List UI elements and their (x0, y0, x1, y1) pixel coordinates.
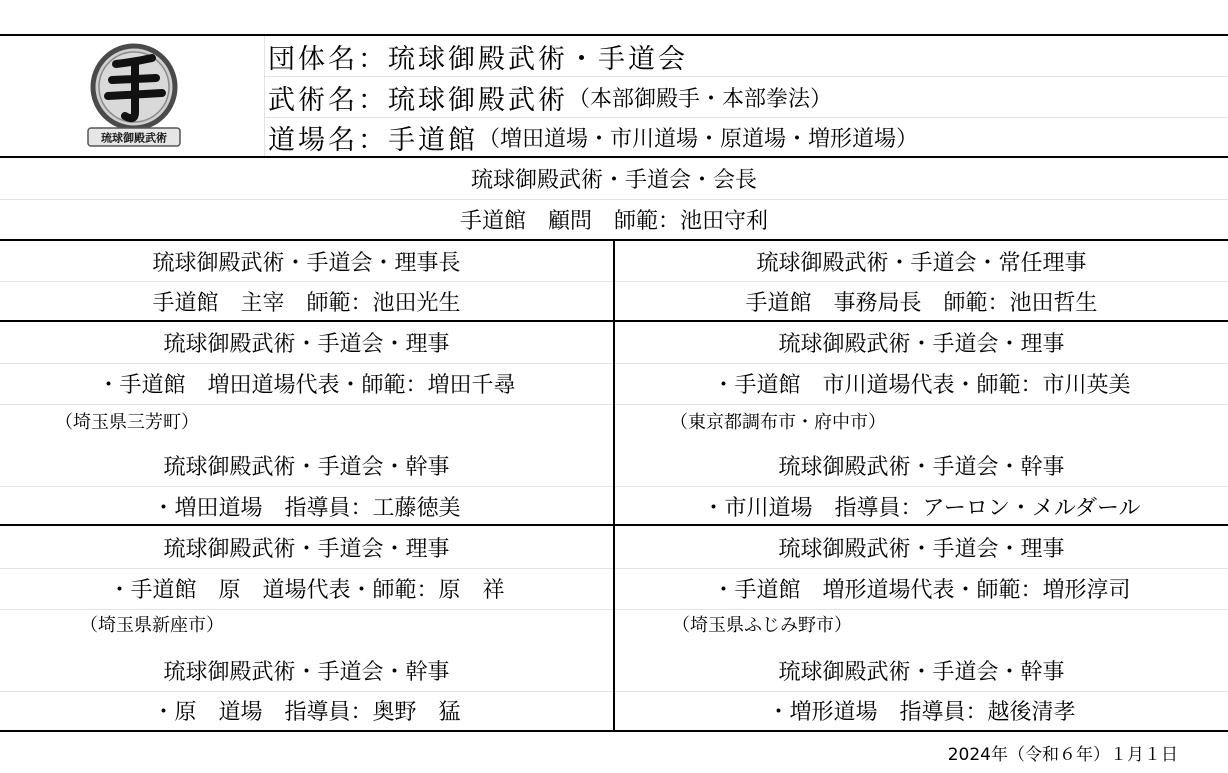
director-title: 琉球御殿武術・手道会・理事 (163, 332, 450, 357)
header-note: （増田道場・市川道場・原道場・増形道場） (478, 127, 919, 152)
director-title: 琉球御殿武術・手道会・理事 (778, 537, 1065, 562)
secretary-name: ・増田道場 指導員：工藤徳美 (152, 496, 461, 521)
header-value: 琉球御殿武術 (388, 85, 568, 116)
issue-date: 2024年（令和６年）１月１日 (947, 745, 1178, 765)
header-martial-art-line (268, 77, 1223, 118)
director-title: 琉球御殿武術・手道会・理事 (163, 537, 450, 562)
director-name: ・手道館 原 道場代表・師範：原 祥 (108, 578, 505, 603)
chairman-name: 手道館 主宰 師範：池田光生 (152, 291, 461, 316)
secretary-title: 琉球御殿武術・手道会・幹事 (163, 660, 450, 685)
header-organization-line (268, 36, 1223, 77)
header-value: 琉球御殿武術・手道会 (388, 44, 688, 75)
director-location: （東京都調布市・府中市） (670, 411, 886, 433)
president-name: 手道館 顧問 師範：池田守利 (459, 209, 768, 234)
header-dojo-line (268, 117, 1223, 158)
executive-director-name: 手道館 事務局長 師範：池田哲生 (745, 291, 1098, 316)
secretary-title: 琉球御殿武術・手道会・幹事 (778, 660, 1065, 685)
president-title: 琉球御殿武術・手道会・会長 (470, 168, 757, 193)
secretary-name: ・市川道場 指導員：アーロン・メルダール (702, 496, 1141, 521)
director-title: 琉球御殿武術・手道会・理事 (778, 332, 1065, 357)
director-name: ・手道館 増田道場代表・師範：増田千尋 (97, 373, 516, 398)
chairman-title: 琉球御殿武術・手道会・理事長 (152, 251, 461, 276)
secretary-title: 琉球御殿武術・手道会・幹事 (163, 455, 450, 480)
header-label: 武術名： (268, 85, 388, 116)
header-value: 手道館 (388, 125, 478, 156)
director-location: （埼玉県新座市） (80, 614, 224, 636)
secretary-title: 琉球御殿武術・手道会・幹事 (778, 455, 1065, 480)
logo-emblem (82, 42, 186, 150)
director-location: （埼玉県ふじみ野市） (672, 614, 852, 636)
header-label: 道場名： (268, 125, 388, 156)
director-name: ・手道館 市川道場代表・師範：市川英美 (712, 373, 1131, 398)
director-location: （埼玉県三芳町） (55, 411, 199, 433)
executive-director-title: 琉球御殿武術・手道会・常任理事 (756, 251, 1087, 276)
director-name: ・手道館 増形道場代表・師範：増形淳司 (712, 578, 1131, 603)
secretary-name: ・増形道場 指導員：越後清孝 (767, 700, 1076, 725)
gridline (264, 36, 265, 156)
logo-text: 琉球御殿武術 (101, 131, 167, 145)
header-label: 団体名： (268, 44, 388, 75)
header-note: （本部御殿手・本部拳法） (568, 87, 833, 112)
secretary-name: ・原 道場 指導員：奥野 猛 (152, 700, 461, 725)
